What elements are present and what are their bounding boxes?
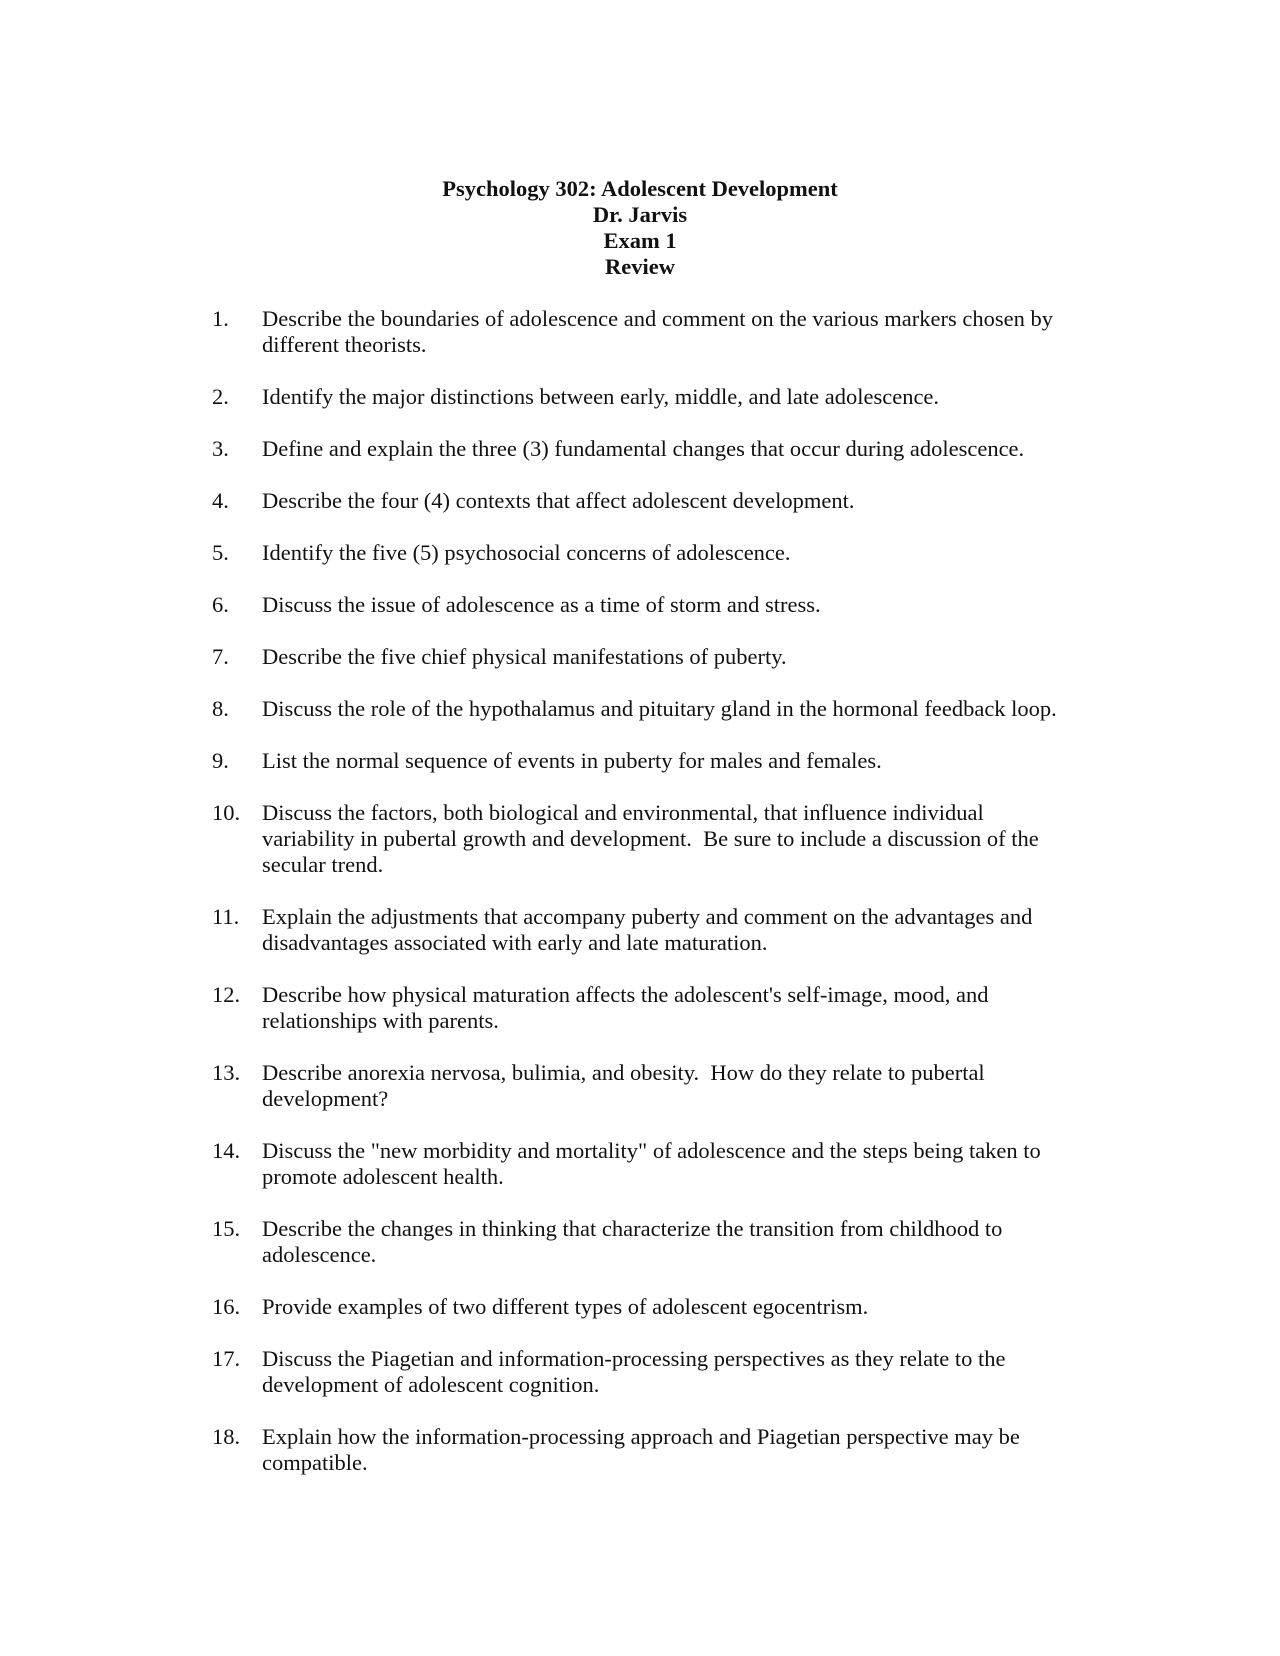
question-text: Identify the major distinctions between early, middle, and late adolescence. <box>262 384 940 409</box>
question-text: Identify the five (5) psychosocial concerns of adolescence. <box>262 540 791 565</box>
question-number: 7. <box>212 644 229 669</box>
question-text: Discuss the role of the hypothalamus and pituitary gland in the hormonal feedback loop. <box>262 696 1057 721</box>
question-item <box>0 436 1280 462</box>
question-item <box>0 982 1280 1034</box>
question-item <box>0 540 1280 566</box>
question-text: Describe the changes in thinking that characterize the transition from childhood to adolescence. <box>262 1216 1009 1267</box>
question-number: 8. <box>212 696 229 721</box>
question-number: 17. <box>212 1346 241 1371</box>
question-text: List the normal sequence of events in puberty for males and females. <box>262 748 882 773</box>
question-number: 2. <box>212 384 229 409</box>
question-text: Explain how the information-processing approach and Piagetian perspective may be compatible. <box>262 1424 1026 1475</box>
question-text: Describe how physical maturation affects the adolescent's self-image, mood, and relationships with parents. <box>262 982 995 1033</box>
question-number: 12. <box>212 982 241 1007</box>
review-question-list <box>0 306 1280 1502</box>
question-text: Discuss the Piagetian and information-processing perspectives as they relate to the development of adolescent cognition. <box>262 1346 1012 1397</box>
question-text: Provide examples of two different types of adolescent egocentrism. <box>262 1294 869 1319</box>
question-text: Discuss the factors, both biological and environmental, that influence individual variability in pubertal growth and development. Be sure to include a discussion of the secular trend. <box>262 800 1045 877</box>
question-number: 14. <box>212 1138 241 1163</box>
document-type: Review <box>605 254 675 279</box>
question-number: 6. <box>212 592 229 617</box>
question-item <box>0 1294 1280 1320</box>
question-number: 11. <box>212 904 240 929</box>
question-number: 16. <box>212 1294 241 1319</box>
question-item <box>0 1424 1280 1476</box>
question-number: 15. <box>212 1216 241 1241</box>
question-text: Describe the four (4) contexts that affect adolescent development. <box>262 488 855 513</box>
question-number: 3. <box>212 436 229 461</box>
question-number: 9. <box>212 748 229 773</box>
question-item <box>0 592 1280 618</box>
question-item <box>0 1216 1280 1268</box>
question-number: 10. <box>212 800 241 825</box>
question-item <box>0 696 1280 722</box>
question-text: Describe anorexia nervosa, bulimia, and obesity. How do they relate to pubertal development? <box>262 1060 991 1111</box>
question-number: 1. <box>212 306 229 331</box>
question-item <box>0 644 1280 670</box>
question-number: 4. <box>212 488 229 513</box>
question-number: 13. <box>212 1060 241 1085</box>
question-number: 5. <box>212 540 229 565</box>
question-item <box>0 384 1280 410</box>
question-item <box>0 1346 1280 1398</box>
question-item <box>0 488 1280 514</box>
instructor-name: Dr. Jarvis <box>592 202 688 227</box>
question-text: Describe the five chief physical manifestations of puberty. <box>262 644 787 669</box>
question-text: Discuss the issue of adolescence as a time of storm and stress. <box>262 592 821 617</box>
question-text: Discuss the "new morbidity and mortality" of adolescence and the steps being taken to promote adolescent health. <box>262 1138 1047 1189</box>
question-item <box>0 1138 1280 1190</box>
question-number: 18. <box>212 1424 241 1449</box>
question-text: Describe the boundaries of adolescence and comment on the various markers chosen by different theorists. <box>262 306 1059 357</box>
question-item <box>0 306 1280 358</box>
question-text: Explain the adjustments that accompany puberty and comment on the advantages and disadvantages associated with early and late maturation. <box>262 904 1039 955</box>
question-text: Define and explain the three (3) fundamental changes that occur during adolescence. <box>262 436 1025 461</box>
question-item <box>0 748 1280 774</box>
exam-title: Exam 1 <box>603 228 677 253</box>
course-title: Psychology 302: Adolescent Development <box>442 176 838 201</box>
question-item <box>0 800 1280 878</box>
question-item <box>0 1060 1280 1112</box>
document-header <box>0 176 1280 280</box>
question-item <box>0 904 1280 956</box>
